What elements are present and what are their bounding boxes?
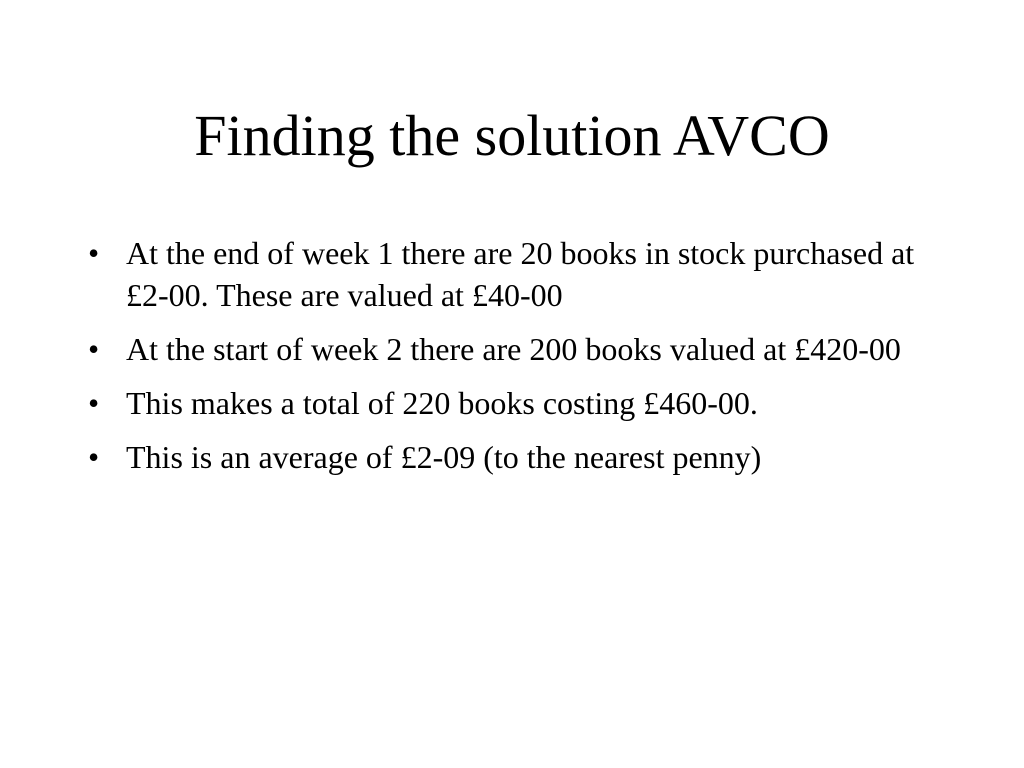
bullet-text: This is an average of £2-09 (to the nearest penny) — [126, 439, 762, 475]
bullet-item — [84, 232, 944, 316]
bullet-text: At the start of week 2 there are 200 books valued at £420-00 — [126, 331, 901, 367]
slide-title: Finding the solution AVCO — [194, 103, 830, 168]
bullet-marker: • — [88, 439, 100, 475]
bullet-text: This makes a total of 220 books costing £460-00. — [126, 385, 758, 421]
bullet-item — [84, 382, 944, 424]
bullet-text: At the end of week 1 there are 20 books in stock purchased at £2-00. These are valued at £40-00 — [126, 235, 915, 313]
bullet-marker: • — [88, 235, 100, 271]
bullet-list — [84, 232, 944, 490]
bullet-item — [84, 436, 944, 478]
bullet-marker: • — [88, 331, 100, 367]
bullet-item — [84, 328, 944, 370]
bullet-marker: • — [88, 385, 100, 421]
